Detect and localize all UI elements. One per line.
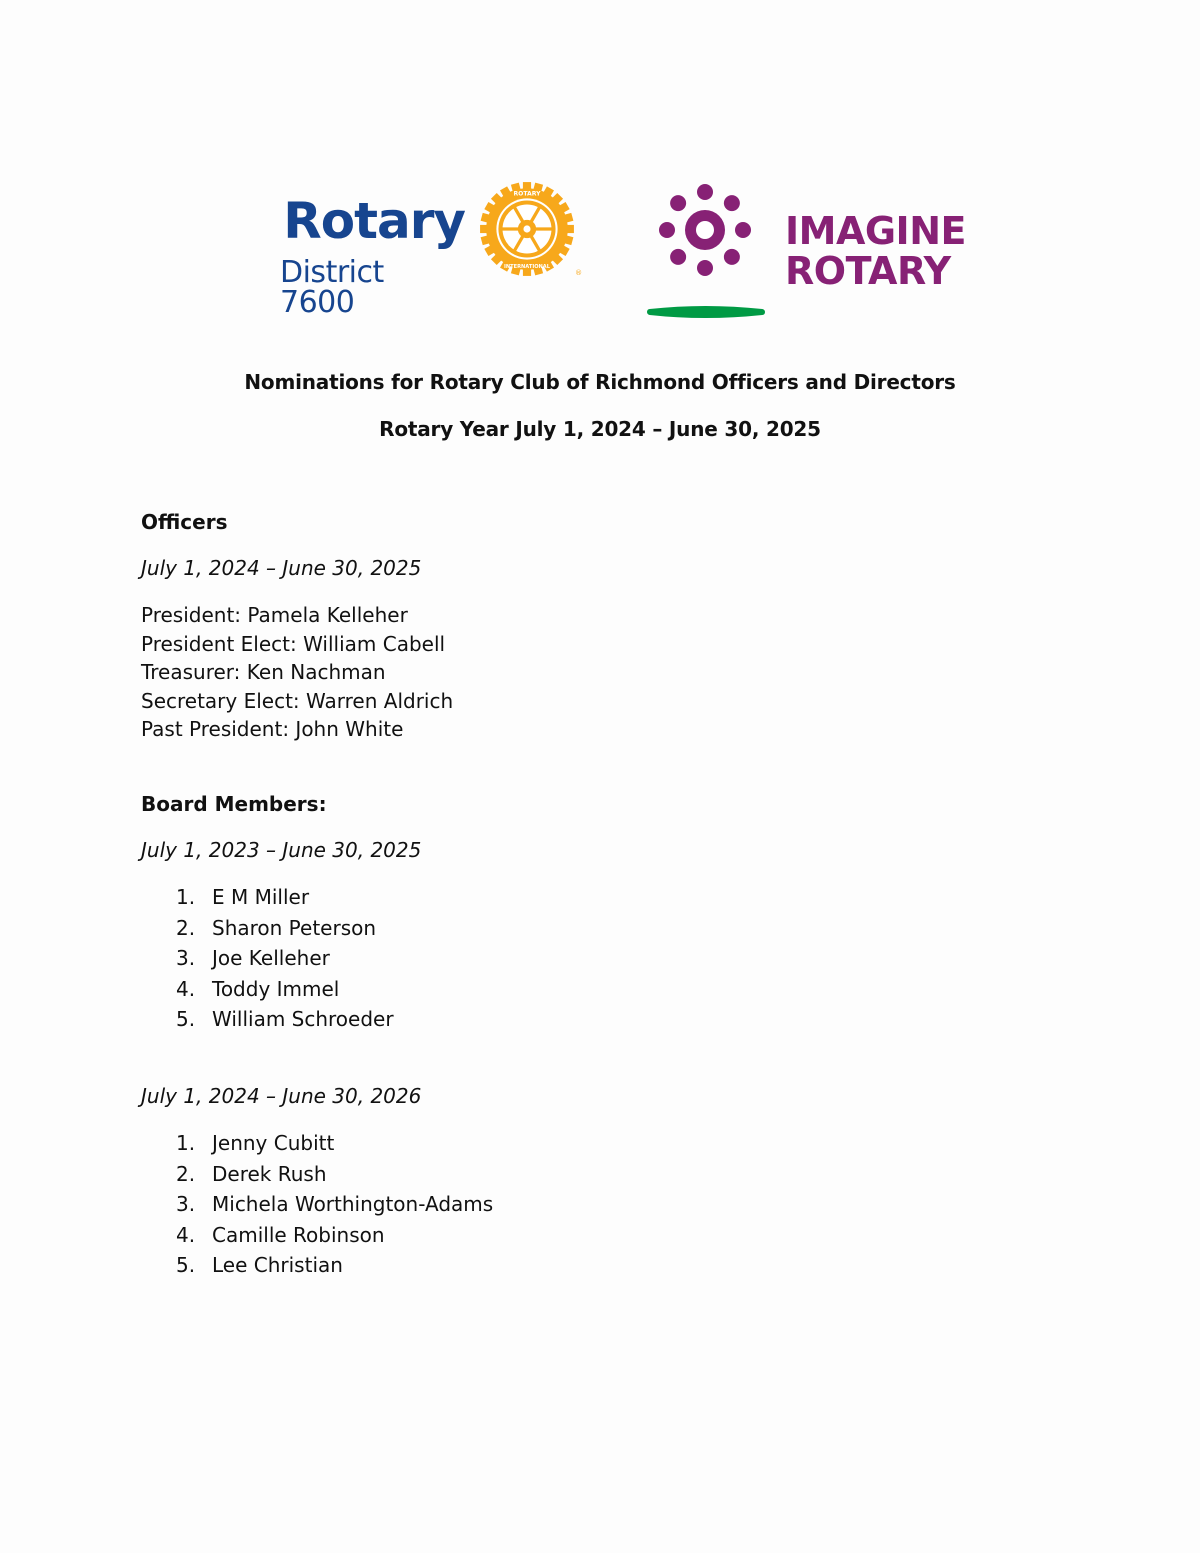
officer-item: Past President: John White bbox=[141, 717, 404, 741]
officers-period: July 1, 2024 – June 30, 2025 bbox=[141, 556, 422, 580]
rotary-logo-word: Rotary bbox=[283, 192, 465, 250]
list-number: 1. bbox=[176, 1131, 196, 1155]
rotary-district-logo bbox=[280, 176, 583, 320]
list-item bbox=[176, 1250, 493, 1281]
document-title: Nominations for Rotary Club of Richmond Officers and Directors bbox=[244, 370, 956, 394]
officers-heading: Officers bbox=[141, 510, 228, 534]
list-number: 5. bbox=[176, 1253, 196, 1278]
officer-item: President: Pamela Kelleher bbox=[141, 603, 408, 627]
list-number: 3. bbox=[176, 946, 196, 971]
imagine-logo-line2: ROTARY bbox=[785, 249, 951, 293]
officer-item: President Elect: William Cabell bbox=[141, 631, 446, 656]
list-item bbox=[176, 1189, 493, 1220]
list-number: 4. bbox=[176, 1222, 196, 1247]
list-number: 2. bbox=[176, 1161, 196, 1186]
rotary-logo-district: District 7600 bbox=[280, 255, 384, 320]
board-group-list bbox=[176, 882, 394, 1035]
board-group-period: July 1, 2023 – June 30, 2025 bbox=[141, 838, 422, 862]
member-name: Camille Robinson bbox=[212, 1222, 385, 1247]
member-name: Jenny Cubitt bbox=[212, 1131, 335, 1155]
list-number: 3. bbox=[176, 1192, 196, 1217]
member-name: Lee Christian bbox=[212, 1253, 343, 1278]
list-item bbox=[176, 1220, 493, 1251]
list-item bbox=[176, 882, 394, 913]
officer-item: Treasurer: Ken Nachman bbox=[141, 660, 386, 684]
list-number: 2. bbox=[176, 915, 196, 940]
officers-list bbox=[141, 601, 453, 744]
list-item bbox=[176, 974, 394, 1005]
imagine-rotary-logo bbox=[645, 172, 975, 327]
member-name: William Schroeder bbox=[212, 1007, 394, 1032]
list-number: 1. bbox=[176, 885, 196, 909]
imagine-logo-line1: IMAGINE bbox=[785, 209, 966, 253]
rotary-wheel-icon bbox=[476, 178, 583, 280]
registered-mark: ® bbox=[574, 267, 583, 277]
board-heading: Board Members: bbox=[141, 792, 327, 816]
member-name: Michela Worthington-Adams bbox=[212, 1192, 494, 1217]
board-group-period: July 1, 2024 – June 30, 2026 bbox=[141, 1084, 422, 1108]
list-number: 4. bbox=[176, 976, 196, 1001]
member-name: Toddy Immel bbox=[212, 976, 340, 1001]
member-name: Derek Rush bbox=[212, 1161, 327, 1186]
imagine-sun-icon bbox=[645, 172, 765, 322]
document-subtitle: Rotary Year July 1, 2024 – June 30, 2025 bbox=[379, 417, 821, 441]
board-group-list bbox=[176, 1128, 493, 1281]
list-item bbox=[176, 1128, 493, 1159]
member-name: E M Miller bbox=[212, 885, 310, 909]
list-item bbox=[176, 1004, 394, 1035]
list-number: 5. bbox=[176, 1007, 196, 1032]
member-name: Sharon Peterson bbox=[212, 915, 377, 940]
member-name: Joe Kelleher bbox=[212, 946, 330, 971]
officer-item: Secretary Elect: Warren Aldrich bbox=[141, 688, 454, 713]
list-item bbox=[176, 1159, 493, 1190]
wheel-bottom-text: INTERNATIONAL bbox=[504, 263, 550, 270]
list-item bbox=[176, 913, 394, 944]
list-item bbox=[176, 943, 394, 974]
wheel-top-text: ROTARY bbox=[513, 190, 541, 198]
